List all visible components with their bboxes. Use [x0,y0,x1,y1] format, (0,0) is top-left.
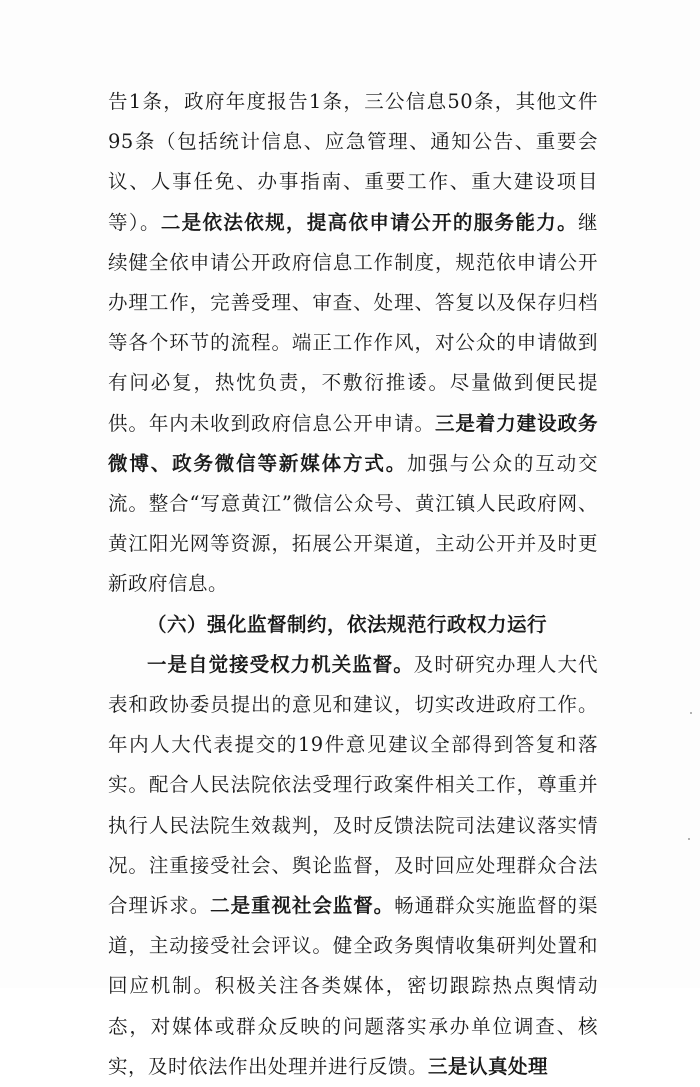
document-body [108,82,598,1087]
paragraph-supervision [108,645,598,1087]
bold-phrase: 三是着力建设政务微博、政务微信等新媒体方式。 [108,411,598,475]
bold-phrase: 二是重视社会监督。 [210,894,395,918]
scan-speck [688,838,690,840]
paragraph-text: 继续健全依申请公开政府信息工作制度，规范依申请公开办理工作，完善受理、审查、处理、答复以及保存归档等各个环节的流程。端正工作作风，对公众的申请做到有问必复，热忱负责，不敷衍推诿。尽量做到便民提供。年内未收到政府信息公开申请。 [108,210,598,435]
section-heading: （六）强化监督制约，依法规范行政权力运行 [147,612,548,636]
paragraph-text: 畅通群众实施监督的渠道，主动接受社会评议。健全政务舆情收集研判处置和回应机制。积极关注各类媒体，密切跟踪热点舆情动态，对媒体或群众反映的问题落实承办单位调查、核实，及时依法作出处理并进行反馈。 [108,894,598,1078]
scan-speck [690,712,692,714]
bold-phrase: 一是自觉接受权力机关监督。 [147,652,414,676]
bold-phrase: 二是依法依规，提高依申请公开的服务能力。 [160,210,578,234]
paragraph-text: 及时研究办理人大代表和政协委员提出的意见和建议，切实改进政府工作。年内人大代表提交的19件意见建议全部得到答复和落实。配合人民法院依法受理行政案件相关工作，尊重并执行人民法院生效裁判，及时反馈法院司法建议落实情况。注重接受社会、舆论监督，及时回应处理群众合法合理诉求。 [108,652,598,918]
bold-phrase: 三是认真处理 [428,1054,549,1078]
paragraph-text: 告1条，政府年度报告1条，三公信息50条，其他文件95条（包括统计信息、应急管理、通知公告、重要会议、人事任免、办事指南、重要工作、重大建设项目等）。 [108,90,598,234]
paragraph-disclosure [108,82,598,605]
paragraph-text: 加强与公众的互动交流。整合“写意黄江”微信公众号、黄江镇人民政府网、黄江阳光网等资源，拓展公开渠道，主动公开并及时更新政府信息。 [108,451,598,596]
